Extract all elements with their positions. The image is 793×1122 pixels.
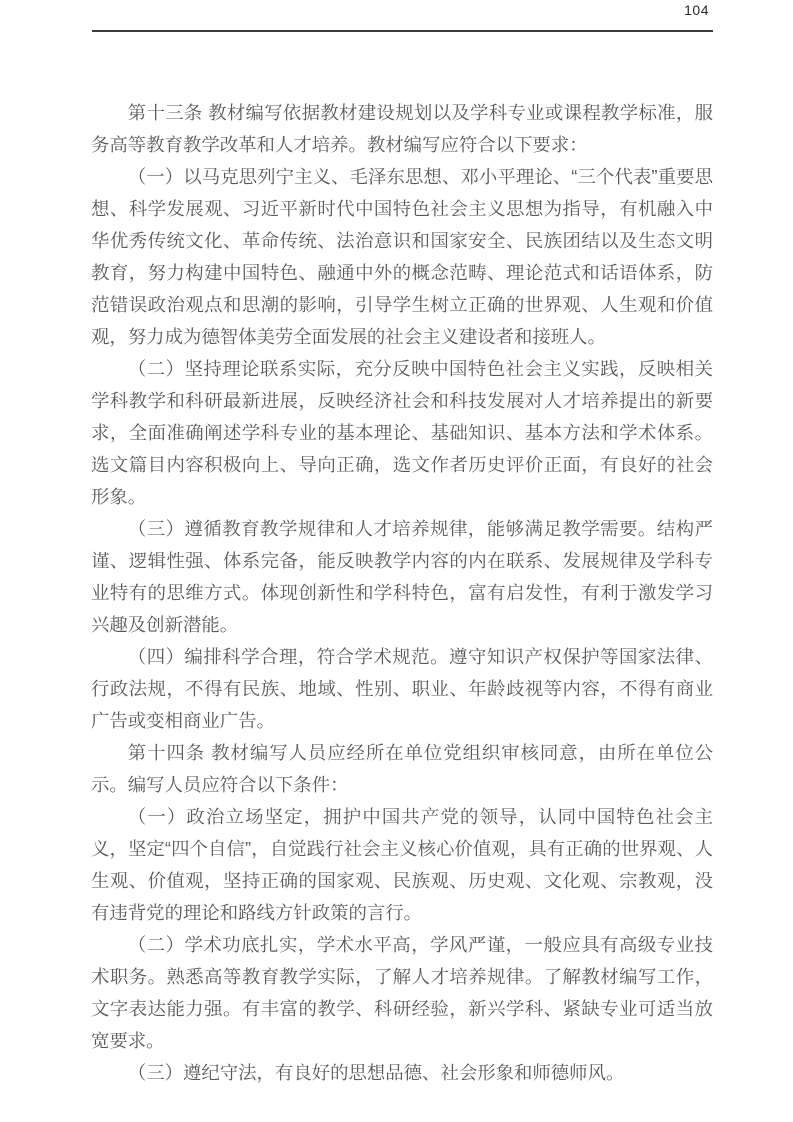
document-body (91, 97, 713, 1089)
paragraph-article-13-item-3: （三）遵循教育教学规律和人才培养规律，能够满足教学需要。结构严谨、逻辑性强、体系完备，能反映教学内容的内在联系、发展规律及学科专业特有的思维方式。体现创新性和学科特色，富有启发性，有利于激发学习兴趣及创新潜能。 (91, 518, 713, 635)
paragraph-article-14-item-1: （一）政治立场坚定，拥护中国共产党的领导，认同中国特色社会主义，坚定“四个自信”，自觉践行社会主义核心价值观，具有正确的世界观、人生观、价值观，坚持正确的国家观、民族观、历史观、文化观、宗教观，没有违背党的理论和路线方针政策的言行。 (91, 806, 713, 923)
paragraph-article-13-item-4: （四）编排科学合理，符合学术规范。遵守知识产权保护等国家法律、行政法规，不得有民族、地域、性别、职业、年龄歧视等内容，不得有商业广告或变相商业广告。 (91, 646, 713, 731)
paragraph-article-14-intro: 第十四条 教材编写人员应经所在单位党组织审核同意，由所在单位公示。编写人员应符合以下条件： (91, 742, 713, 795)
page-number: 104 (684, 2, 709, 18)
paragraph-article-13-item-2: （二）坚持理论联系实际，充分反映中国特色社会主义实践，反映相关学科教学和科研最新进展，反映经济社会和科技发展对人才培养提出的新要求，全面准确阐述学科专业的基本理论、基础知识、基本方法和学术体系。选文篇目内容积极向上、导向正确，选文作者历史评价正面，有良好的社会形象。 (91, 358, 713, 507)
header-rule (92, 30, 713, 32)
paragraph-article-14-item-2: （二）学术功底扎实，学术水平高，学风严谨，一般应具有高级专业技术职务。熟悉高等教育教学实际，了解人才培养规律。了解教材编写工作，文字表达能力强。有丰富的教学、科研经验，新兴学科、紧缺专业可适当放宽要求。 (91, 934, 713, 1051)
paragraph-article-14-item-3: （三）遵纪守法，有良好的思想品德、社会形象和师德师风。 (127, 1062, 625, 1083)
paragraph-article-13-item-1: （一）以马克思列宁主义、毛泽东思想、邓小平理论、“三个代表”重要思想、科学发展观、习近平新时代中国特色社会主义思想为指导，有机融入中华优秀传统文化、革命传统、法治意识和国家安全、民族团结以及生态文明教育，努力构建中国特色、融通中外的概念范畴、理论范式和话语体系，防范错误政治观点和思潮的影响，引导学生树立正确的世界观、人生观和价值观，努力成为德智体美劳全面发展的社会主义建设者和接班人。 (91, 166, 713, 347)
paragraph-article-13-intro: 第十三条 教材编写依据教材建设规划以及学科专业或课程教学标准，服务高等教育教学改革和人才培养。教材编写应符合以下要求： (91, 102, 713, 155)
